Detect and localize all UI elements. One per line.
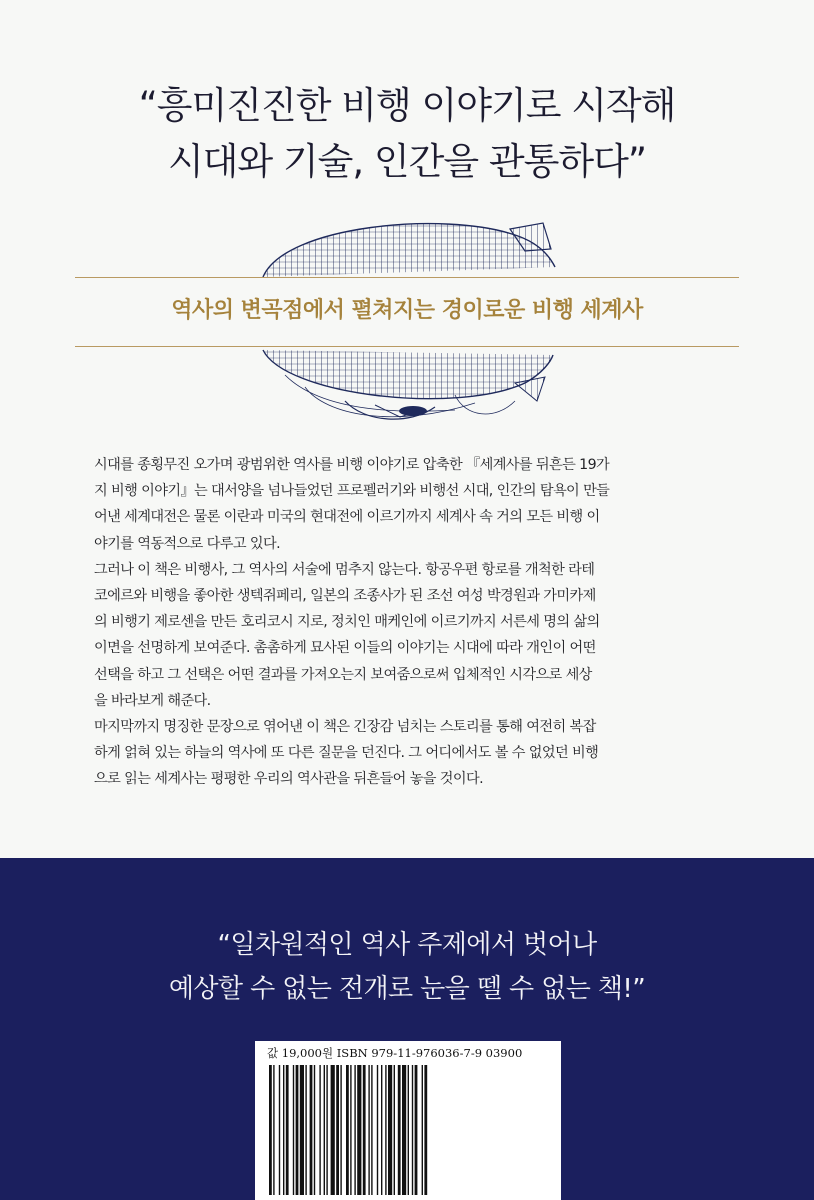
body-line: 마지막까지 명징한 문장으로 엮어낸 이 책은 긴장감 넘치는 스토리를 통해 여전히 복잡 <box>94 719 596 736</box>
barcode-bar <box>326 1065 327 1195</box>
top-quote-line-2: 시대와 기술, 인간을 관통하다” <box>167 140 647 183</box>
body-line: 하게 얽혀 있는 하늘의 역사에 또 다른 질문을 던진다. 그 어디에서도 볼 수 없었던 비행 <box>94 745 599 762</box>
barcode-bar <box>357 1065 361 1195</box>
price-isbn-caption: 값 19,000원 ISBN 979-11-976036-7-9 03900 <box>267 1046 523 1060</box>
barcode-bar <box>273 1065 274 1195</box>
top-quote <box>0 78 814 190</box>
top-quote-line-1: “흥미진진한 비행 이야기로 시작해 <box>138 84 676 127</box>
barcode-bar <box>363 1065 366 1195</box>
barcode-bar <box>388 1065 392 1195</box>
barcode-bar <box>340 1065 341 1195</box>
barcode-bar <box>305 1065 306 1195</box>
barcode-bar <box>346 1065 349 1195</box>
barcode-bar <box>412 1065 413 1195</box>
barcode-box <box>255 1041 561 1200</box>
barcode-bar <box>283 1065 284 1195</box>
barcode-bar <box>319 1065 320 1195</box>
description-text <box>94 452 734 793</box>
body-line: 선택을 하고 그 선택은 어떤 결과를 가져오는지 보여줌으로써 입체적인 시각으로 세상 <box>94 666 592 683</box>
top-rule <box>75 277 739 278</box>
barcode-bar <box>314 1065 315 1195</box>
barcode-bar <box>350 1065 351 1195</box>
body-line: 으로 읽는 세계사는 평평한 우리의 역사관을 뒤흔들어 놓을 것이다. <box>94 771 484 788</box>
bottom-quote-line-2: 예상할 수 없는 전개로 눈을 뗄 수 없는 책!” <box>168 974 646 1004</box>
barcode-bar <box>371 1065 372 1195</box>
body-line: 어낸 세계대전은 물론 이란과 미국의 현대전에 이르기까지 세계사 속 거의 모든 비행 이 <box>94 509 600 526</box>
barcode-bar <box>331 1065 335 1195</box>
body-line: 그러나 이 책은 비행사, 그 역사의 서술에 멈추지 않는다. 항공우편 항로를 개척한 라테 <box>94 561 595 578</box>
barcode-bar <box>394 1065 395 1195</box>
bottom-quote-line-1: “일차원적인 역사 주제에서 벗어나 <box>217 930 597 960</box>
barcode-bar <box>286 1065 289 1195</box>
barcode-bar <box>424 1065 427 1195</box>
barcode-bar <box>296 1065 299 1195</box>
subtitle: 역사의 변곡점에서 펼쳐지는 경이로운 비행 세계사 <box>171 298 643 323</box>
bottom-rule <box>75 346 739 347</box>
barcode-bar <box>293 1065 294 1195</box>
barcode-bar <box>368 1065 369 1195</box>
barcode-bar <box>354 1065 355 1195</box>
barcode-bar <box>381 1065 382 1195</box>
barcode-bar <box>402 1065 406 1195</box>
barcode-bar <box>279 1065 280 1195</box>
body-line: 코에르와 비행을 좋아한 생텍쥐페리, 일본의 조종사가 된 조선 여성 박경원과 가미카제 <box>94 588 596 605</box>
bottom-quote <box>0 923 814 1011</box>
body-line: 시대를 종횡무진 오가며 광범위한 역사를 비행 이야기로 압축한 『세계사를 뒤흔든 19가 <box>94 457 610 473</box>
barcode-bar <box>336 1065 339 1195</box>
barcode-bar <box>310 1065 313 1195</box>
body-line: 의 비행기 제로센을 만든 호리코시 지로, 정치인 매케인에 이르기까지 서른세 명의 삶의 <box>94 614 600 631</box>
barcode-bar <box>269 1065 272 1195</box>
body-line: 야기를 역동적으로 다루고 있다. <box>94 535 281 552</box>
barcode-bar <box>324 1065 325 1195</box>
barcode-bar <box>300 1065 304 1195</box>
barcode-bar <box>415 1065 418 1195</box>
barcode-bar <box>377 1065 378 1195</box>
barcode-bar <box>385 1065 386 1195</box>
body-line: 이면을 선명하게 보여준다. 촘촘하게 묘사된 이들의 이야기는 시대에 따라 개인이 어떤 <box>94 640 596 657</box>
body-line: 을 바라보게 해준다. <box>94 692 211 709</box>
isbn-barcode <box>269 1065 549 1195</box>
barcode-bar <box>408 1065 409 1195</box>
barcode-bar <box>398 1065 401 1195</box>
body-line: 지 비행 이야기』는 대서양을 넘나들었던 프로펠러기와 비행선 시대, 인간의 탐욕이 만들 <box>94 483 610 500</box>
barcode-bar <box>422 1065 423 1195</box>
